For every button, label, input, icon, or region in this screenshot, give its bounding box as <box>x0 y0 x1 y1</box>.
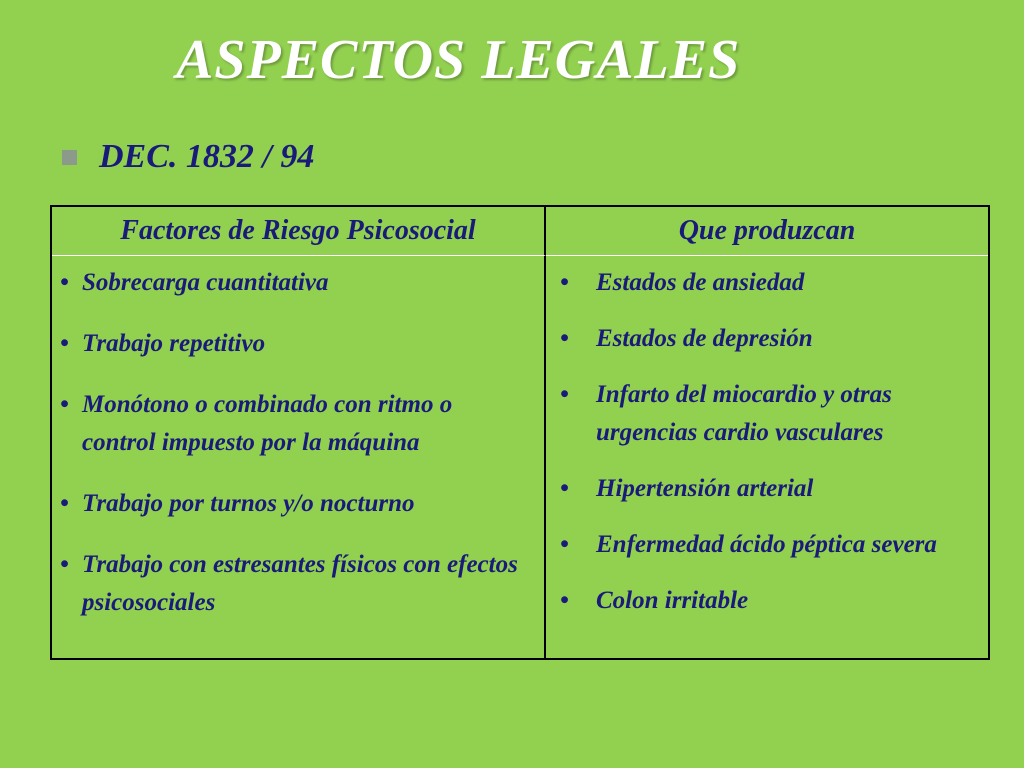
bullet-icon: • <box>60 269 69 296</box>
list-item <box>546 470 988 508</box>
bullet-icon: • <box>60 490 69 517</box>
list-item-text: Trabajo con estresantes físicos con efectos psicosociales <box>82 551 518 616</box>
table-header-risk-factors: Factores de Riesgo Psicosocial <box>52 207 546 256</box>
effects-list <box>546 256 988 658</box>
bullet-icon: • <box>560 587 569 614</box>
list-item-text: Monótono o combinado con ritmo o control impuesto por la máquina <box>82 391 453 456</box>
list-item <box>546 264 988 302</box>
list-item <box>52 546 544 622</box>
bullet-icon: • <box>560 325 569 352</box>
bullet-icon: • <box>60 391 69 418</box>
bullet-icon: • <box>560 381 569 408</box>
list-item-text: Trabajo repetitivo <box>82 330 266 357</box>
list-item <box>546 376 988 452</box>
list-item-text: Sobrecarga cuantitativa <box>82 269 329 296</box>
list-item-text: Estados de depresión <box>596 325 813 352</box>
list-item <box>546 582 988 620</box>
bullet-icon: • <box>560 531 569 558</box>
list-item-text: Colon irritable <box>596 587 749 614</box>
bullet-icon: • <box>60 551 69 578</box>
list-item <box>546 320 988 358</box>
square-bullet-icon <box>62 150 77 165</box>
slide-subtitle: DEC. 1832 / 94 <box>99 138 315 175</box>
list-item-text: Trabajo por turnos y/o nocturno <box>82 490 415 517</box>
list-item-text: Infarto del miocardio y otras urgencias cardio vasculares <box>596 381 892 446</box>
list-item-text: Enfermedad ácido péptica severa <box>596 531 937 558</box>
bullet-icon: • <box>560 269 569 296</box>
list-item <box>52 325 544 363</box>
list-item <box>52 264 544 302</box>
list-item-text: Hipertensión arterial <box>596 475 814 502</box>
list-item <box>546 526 988 564</box>
subtitle-row <box>62 138 314 176</box>
table-header-effects: Que produzcan <box>546 207 988 256</box>
risk-factors-list <box>52 256 546 658</box>
bullet-icon: • <box>60 330 69 357</box>
list-item-text: Estados de ansiedad <box>596 269 805 296</box>
list-item <box>52 485 544 523</box>
slide-title: ASPECTOS LEGALES <box>176 29 741 91</box>
list-item <box>52 386 544 462</box>
risk-factors-table <box>50 205 990 660</box>
bullet-icon: • <box>560 475 569 502</box>
